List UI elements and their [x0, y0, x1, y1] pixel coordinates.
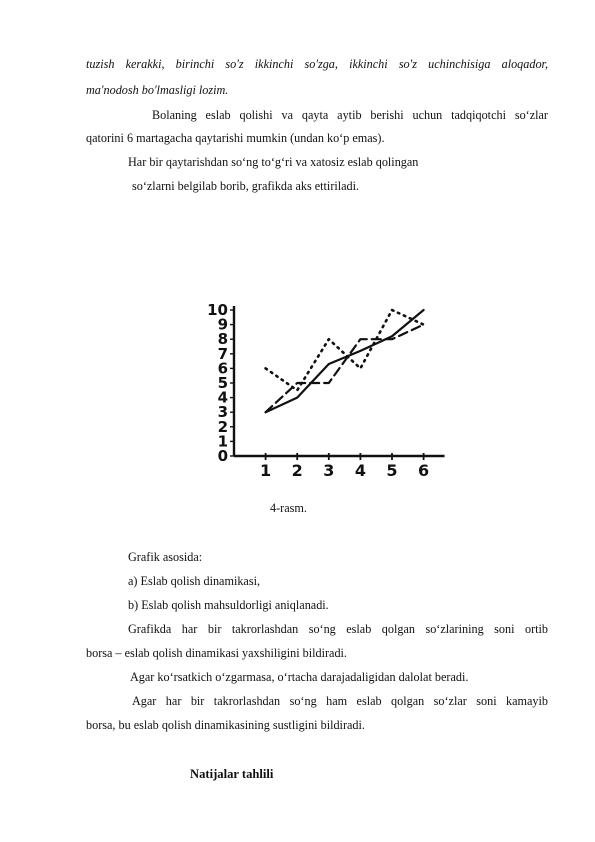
- y-tick-label: 4: [217, 388, 228, 407]
- chart-series: [266, 310, 424, 412]
- y-tick-label: 1: [217, 432, 228, 451]
- text-line: tuzish kerakki, birinchi so'z ikkinchi so'zga, ikkinchi so'z uchinchisiga aloqador,: [86, 57, 548, 71]
- y-tick-labels: [207, 301, 234, 465]
- x-tick-label: 5: [386, 461, 398, 480]
- x-tick-label: 1: [260, 461, 272, 480]
- text-line: Har bir qaytarishdan so‘ng to‘g‘ri va xatosiz eslab qolingan: [128, 155, 419, 169]
- series-line-dotted: [266, 310, 424, 390]
- text-line: so‘zlarni belgilab borib, grafikda aks ettiriladi.: [132, 179, 360, 193]
- y-tick-label: 6: [217, 359, 228, 378]
- y-tick-label: 7: [217, 344, 228, 363]
- series-line-dashed: [266, 325, 424, 413]
- y-tick-label: 8: [217, 330, 228, 349]
- y-tick-label: 0: [217, 447, 228, 465]
- y-tick-label: 3: [217, 403, 228, 422]
- memory-dynamics-chart: [200, 298, 462, 490]
- y-tick-label: 2: [217, 417, 228, 436]
- figure-caption: 4-rasm.: [270, 501, 307, 515]
- y-tick-label: 9: [217, 315, 228, 334]
- x-tick-label: 4: [354, 461, 366, 480]
- list-item: a) Eslab qolish dinamikasi,: [128, 574, 261, 588]
- x-tick-label: 3: [323, 461, 335, 480]
- text-line: borsa – eslab qolish dinamikasi yaxshiligini bildiradi.: [86, 646, 347, 660]
- list-item: b) Eslab qolish mahsuldorligi aniqlanadi.: [128, 598, 329, 612]
- text-line: Grafik asosida:: [128, 550, 203, 564]
- y-tick-label: 10: [207, 301, 228, 319]
- text-line: Grafikda har bir takrorlashdan so‘ng eslab qolgan so‘zlarining soni ortib: [128, 622, 548, 636]
- section-heading: Natijalar tahlili: [190, 767, 274, 781]
- x-tick-label: 2: [291, 461, 303, 480]
- text-line: borsa, bu eslab qolish dinamikasining sustligini bildiradi.: [86, 718, 365, 732]
- y-tick-label: 5: [217, 374, 228, 392]
- x-tick-label: 6: [418, 461, 430, 480]
- text-line: qatorini 6 martagacha qaytarishi mumkin (undan ko‘p emas).: [86, 131, 385, 145]
- text-line: ma'nodosh bo'lmasligi lozim.: [86, 83, 229, 97]
- text-line: Agar har bir takrorlashdan so‘ng ham eslab qolgan so‘zlar soni kamayib: [132, 694, 548, 708]
- text-line: Bolaning eslab qolishi va qayta aytib berishi uchun tadqiqotchi so‘zlar: [152, 108, 548, 122]
- text-line: Agar ko‘rsatkich o‘zgarmasa, o‘rtacha darajadaligidan dalolat beradi.: [130, 670, 469, 684]
